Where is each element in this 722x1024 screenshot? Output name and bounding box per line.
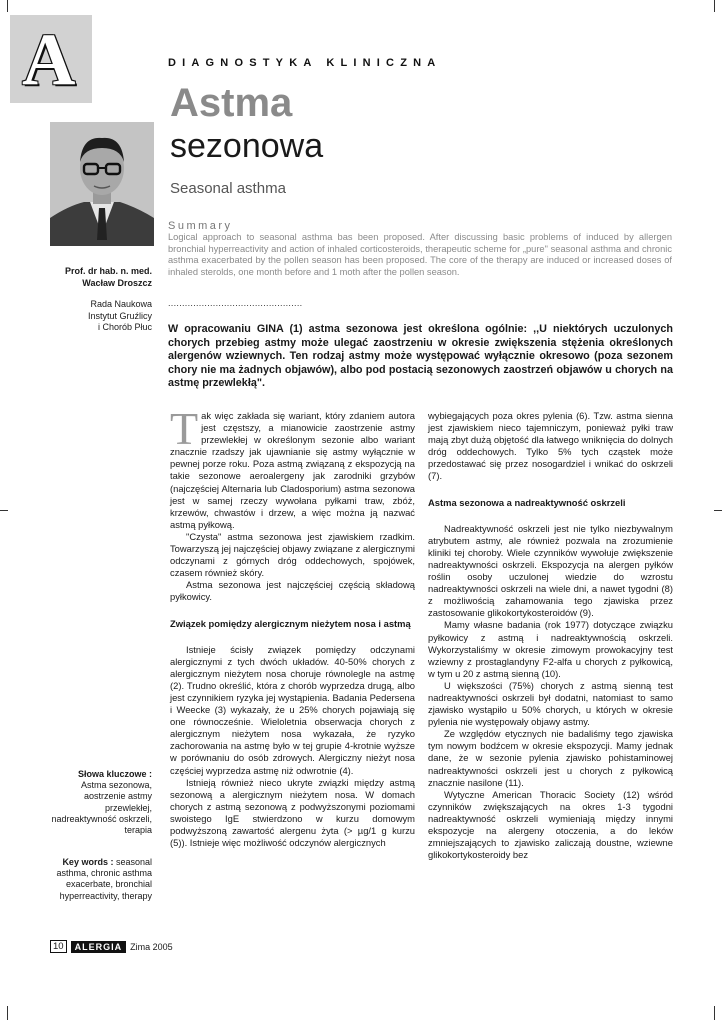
section-label: DIAGNOSTYKA KLINICZNA [168,57,442,69]
keywords-heading: Słowa kluczowe : [77,769,152,779]
article-title: Astma [170,81,293,125]
affiliation-line: i Chorób Płuc [97,322,152,332]
summary-heading: Summary [168,220,233,232]
body-paragraph: Ze względów etycznych nie badaliśmy tego zjawiska tym nowym bodźcem w okresie ekspozycji. Mamy jednak dane, że w sezonie pylenia zjawisko pohistaminowej nadreaktywności oskrzeli jest u chorych z pyłkowicą znacznie nasilone (11). [428,728,673,788]
summary-separator: ................................................ [168,298,303,308]
keywords-heading: Key words : [62,857,114,867]
page-number: 10 [50,940,67,953]
crop-mark [7,1006,8,1020]
body-column-1 [170,403,415,849]
body-paragraph: Mamy własne badania (rok 1977) dotyczące związku pyłkowicy z astmą i nadreaktywnością oskrzeli. Wykorzystaliśmy w okresie zimowym prowokacyjny test wziewny z prostaglandyny F2-alfa u chorych z pyłkowicą, w tym u 20 z astmą sienną (10). [428,619,673,679]
body-paragraph: "Czysta" astma sezonowa jest zjawiskiem rzadkim. Towarzyszą jej najczęściej objawy związane z alergicznymi odczynami z górnych dróg oddechowych, spojówek, czasem również skóry. [170,530,415,579]
body-paragraph: ak więc zakłada się wariant, który zdaniem autora jest częstszy, a mianowicie zaostrzenie astmy przewlekłej w określonym sezonie albo wariant znacznie rzadszy jak ujawnianie się astmy wyłącznie w pewnej porze roku. Poza astmą związaną z ekspozycją na takie sezonowe aeroalergeny jak zarodniki grzybów (najczęściej Alternaria lub Cladosporium) astma sezonowa jest w samej rzeczy wywołana pyłkami traw, zbóż, krzewów, chwastów i drzew, a więc można ją nazwać astmą pyłkową. [170,410,415,530]
author-fullname: Wacław Droszcz [82,278,152,288]
body-paragraph: Astma sezonowa jest najczęściej częścią składową pyłkowicy. [170,579,415,603]
section-heading: Astma sezonowa a nadreaktywność oskrzeli [428,496,626,508]
crop-mark [714,0,715,12]
issue-label: Zima 2005 [130,941,173,952]
body-paragraph: Nadreaktywność oskrzeli jest nie tylko niezbywalnym atrybutem astmy, ale również pozwala na zrozumienie kliniki tej choroby. Wiele czynników wywołuje zwiększenie nadreaktywności oskrzeli. Ekspozycja na alergen pyłków roślin osoby uczulonej wiedzie do wzrostu nadreaktywności oskrzeli na wiele dni, a nawet tygodni (8) z możliwością zahamowania tego zjawiska przez zastosowanie glikokortykosteroidów (9). [428,522,673,619]
keywords-polish [40,769,152,836]
body-paragraph: U większości (75%) chorych z astmą sienną test nadreaktywności oskrzeli był dodatni, natomiast to samo zjawisko wystąpiło u 50% chorych, u których w okresie pylenia nie występowały objawy astmy. [428,679,673,728]
page-footer [50,940,173,953]
drop-cap: T [170,403,199,454]
article-subtitle: sezonowa [170,127,324,165]
lead-paragraph: W opracowaniu GINA (1) astma sezonowa jest określona ogólnie: ,,U niektórych uczulonych chorych przebieg astmy może ulegać zaostrzeniu w okresie zwiększenia stężenia określonych alergenów wziewnych. Ten rodzaj astmy może występować wyłącznie okresowo (poza sezonem chory nie ma żadnych objawów), albo pod postacią sezonowych zaostrzeń objawów u chorych na astmę przewlekłą". [168,323,673,390]
english-title: Seasonal asthma [170,180,286,197]
author-name [40,265,152,289]
summary-text: Logical approach to seasonal asthma bas been proposed. After discussing basic problems of induced by allergen bronchial hyperreactivity and action of inhaled corticosteroids, therapeutic scheme for „pure" seasonal asthma and chronic asthma exacerbated by the pollen season has been proposed. The core of the therapy are induced or increased doses of inhaled sterolds, one month before and 1 moth after the pollen season. [168,232,672,277]
author-photo [50,122,154,246]
crop-mark [714,510,722,511]
section-heading: Związek pomiędzy alergicznym nieżytem nosa i astmą [170,617,411,629]
crop-mark [0,510,8,511]
author-affiliation [40,299,152,334]
body-paragraph: Wytyczne American Thoracic Society (12) wśród czynników zwiększających na okres 1-3 tygodni nadreaktywność oskrzeli wymieniają między innymi ekspozycje na alergeny otoczenia, a do leków zmniejszających to zjawisko zaliczają doustne, wziewne glikokortykosteroidy bez [428,788,673,861]
journal-logo-letter: A [22,19,76,101]
magazine-name: ALERGIA [71,941,127,953]
body-column-2 [428,410,673,861]
keywords-english [40,857,152,902]
keywords-text: seasonal asthma, chronic asthma exacerbate, bronchial hyperreactivity, therapy [56,857,152,901]
crop-mark [7,0,8,12]
affiliation-line: Rada Naukowa [90,299,152,309]
author-degree: Prof. dr hab. n. med. [64,266,152,276]
crop-mark [714,1006,715,1020]
body-paragraph: Istnieje ścisły związek pomiędzy odczynami alergicznymi z tych dwóch układów. 40-50% chorych z alergicznym nieżytem nosa choruje równolegle na astmę (2). Trudno określić, która z chorób wyprzedza drugą, albo jest czynnikiem ryzyka jej wystąpienia. Badania Pedersena i Weecke (3) wykazały, że u 25% chorych pojawiają się one równocześnie. Wieloletnia obserwacja chorych z alergicznym nieżytem nosa wykazała, że ryzyko zachorowania na astmę było w tej grupie 4-krotnie wyższe w porównaniu do osób zdrowych. Alergiczny nieżyt nosa częściej wyprzedza astmę niż odwrotnie (4). [170,643,415,776]
affiliation-line: Instytut Gruźlicy [87,310,152,321]
keywords-text: Astma sezonowa, aostrzenie astmy przewlekłej, nadreaktywność oskrzeli, terapia [51,780,152,836]
body-paragraph: wybiegających poza okres pylenia (6). Tzw. astma sienna jest zjawiskiem nieco tajemniczym, ponieważ pyłki traw mają zbyt dużą objętość dla łatwego wniknięcia do dolnych dróg oddechowych. Tylko 5% tych cząstek może przedostawać się przez nosogardziel i wnikać do oskrzeli (7). [428,410,673,482]
body-paragraph: Istnieją również nieco ukryte związki między astmą sezonową a alergicznym nieżytem nosa. W domach chorych z astmą sezonową z podwyższonymi poziomami swoistego IgE stwierdzono w kurzu domowym podwyższoną zawartość alergenu żyta (> µg/1 g kurzu (5)). Istnieje więc możliwość odczynów alergicznych [170,776,415,849]
